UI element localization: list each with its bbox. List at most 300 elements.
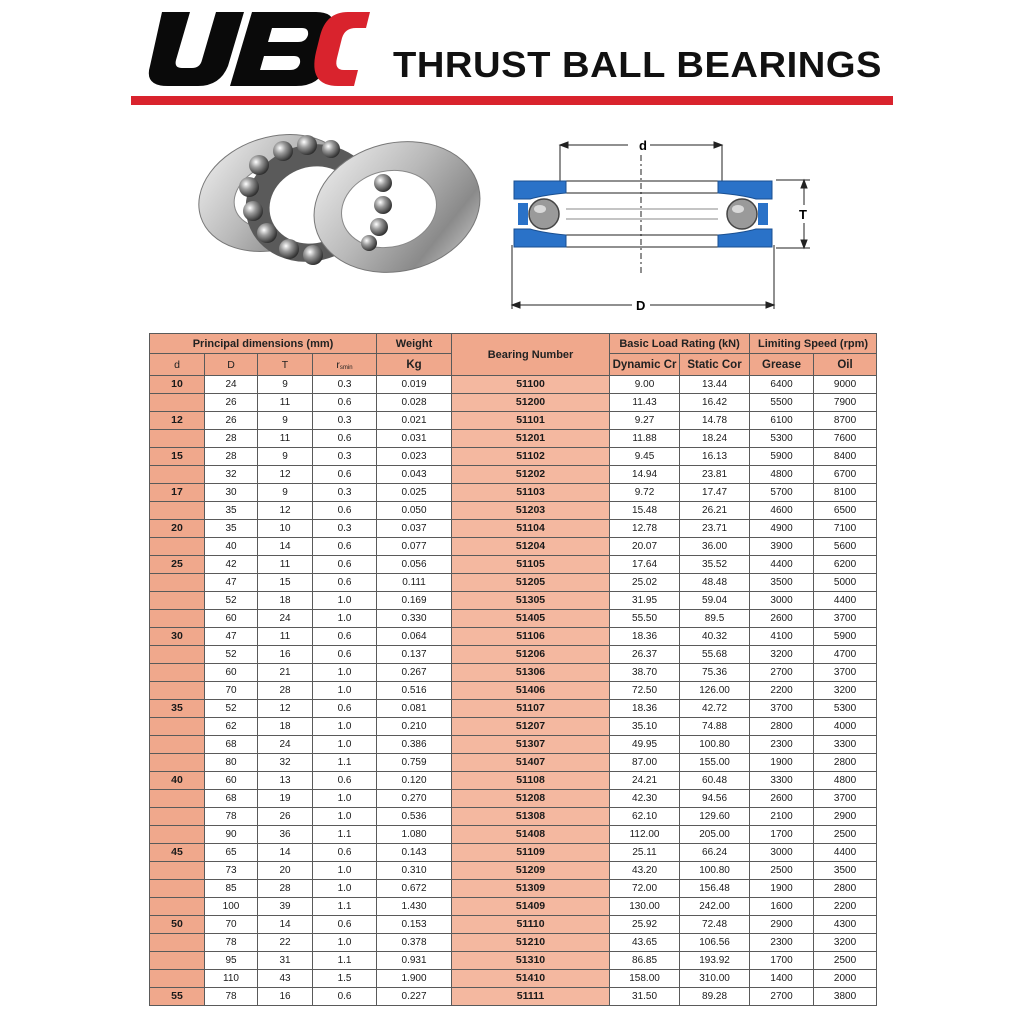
cell-weight: 0.267 — [377, 664, 452, 682]
cell-d — [150, 394, 205, 412]
cell-t: 19 — [258, 790, 313, 808]
cell-weight: 0.031 — [377, 430, 452, 448]
cell-dynamic-cr: 24.21 — [610, 772, 680, 790]
cell-r-smin: 1.0 — [313, 664, 377, 682]
cell-t: 20 — [258, 862, 313, 880]
dim-label-T: T — [799, 207, 807, 222]
table-row — [150, 592, 877, 610]
cell-static-cor: 89.28 — [680, 988, 750, 1006]
cell-d — [150, 718, 205, 736]
cell-dynamic-cr: 112.00 — [610, 826, 680, 844]
cell-weight: 0.043 — [377, 466, 452, 484]
table-row — [150, 934, 877, 952]
cell-oil-speed: 3700 — [814, 664, 877, 682]
cell-oil-speed: 8700 — [814, 412, 877, 430]
cell-grease-speed: 2700 — [750, 664, 814, 682]
cell-static-cor: 72.48 — [680, 916, 750, 934]
cell-outer-d: 73 — [205, 862, 258, 880]
header-static-cor: Static Cor — [680, 354, 750, 376]
cell-grease-speed: 2600 — [750, 610, 814, 628]
header-dynamic-cr: Dynamic Cr — [610, 354, 680, 376]
cell-t: 36 — [258, 826, 313, 844]
cell-d: 55 — [150, 988, 205, 1006]
cell-grease-speed: 2700 — [750, 988, 814, 1006]
cell-bearing-number: 51207 — [452, 718, 610, 736]
cell-d — [150, 736, 205, 754]
table-row — [150, 376, 877, 394]
cell-r-smin: 0.6 — [313, 988, 377, 1006]
cell-dynamic-cr: 12.78 — [610, 520, 680, 538]
cell-weight: 0.023 — [377, 448, 452, 466]
cell-t: 14 — [258, 844, 313, 862]
table-row — [150, 646, 877, 664]
cell-outer-d: 60 — [205, 664, 258, 682]
cell-grease-speed: 4800 — [750, 466, 814, 484]
cell-t: 22 — [258, 934, 313, 952]
cell-d — [150, 610, 205, 628]
dim-label-D: D — [636, 298, 646, 313]
cell-bearing-number: 51111 — [452, 988, 610, 1006]
cell-dynamic-cr: 130.00 — [610, 898, 680, 916]
cell-dynamic-cr: 31.95 — [610, 592, 680, 610]
header-principal-dimensions: Principal dimensions (mm) — [150, 334, 377, 354]
cell-dynamic-cr: 18.36 — [610, 700, 680, 718]
cell-static-cor: 17.47 — [680, 484, 750, 502]
cell-grease-speed: 4600 — [750, 502, 814, 520]
cell-d — [150, 790, 205, 808]
cell-bearing-number: 51106 — [452, 628, 610, 646]
cell-grease-speed: 4100 — [750, 628, 814, 646]
cell-dynamic-cr: 43.65 — [610, 934, 680, 952]
table-row — [150, 574, 877, 592]
cell-r-smin: 0.6 — [313, 430, 377, 448]
cell-r-smin: 1.0 — [313, 880, 377, 898]
cell-outer-d: 80 — [205, 754, 258, 772]
cell-outer-d: 62 — [205, 718, 258, 736]
cell-d: 25 — [150, 556, 205, 574]
cell-oil-speed: 2800 — [814, 880, 877, 898]
cell-grease-speed: 2600 — [750, 790, 814, 808]
cell-static-cor: 42.72 — [680, 700, 750, 718]
cell-r-smin: 1.0 — [313, 592, 377, 610]
cell-grease-speed: 1400 — [750, 970, 814, 988]
cell-r-smin: 0.6 — [313, 466, 377, 484]
cross-section-diagram — [500, 125, 830, 325]
cell-grease-speed: 3500 — [750, 574, 814, 592]
cell-static-cor: 155.00 — [680, 754, 750, 772]
header-r-subscript: smin — [339, 364, 353, 371]
cell-bearing-number: 51410 — [452, 970, 610, 988]
cell-bearing-number: 51105 — [452, 556, 610, 574]
cell-d — [150, 808, 205, 826]
cell-oil-speed: 8100 — [814, 484, 877, 502]
header-bearing-number: Bearing Number — [452, 334, 610, 376]
cell-weight: 0.169 — [377, 592, 452, 610]
cell-t: 10 — [258, 520, 313, 538]
cell-outer-d: 47 — [205, 574, 258, 592]
cell-r-smin: 0.6 — [313, 844, 377, 862]
cell-t: 31 — [258, 952, 313, 970]
table-row — [150, 952, 877, 970]
cell-static-cor: 75.36 — [680, 664, 750, 682]
cell-bearing-number: 51108 — [452, 772, 610, 790]
table-row — [150, 502, 877, 520]
cell-weight: 0.310 — [377, 862, 452, 880]
cell-bearing-number: 51309 — [452, 880, 610, 898]
cell-outer-d: 47 — [205, 628, 258, 646]
table-row — [150, 790, 877, 808]
cell-outer-d: 78 — [205, 988, 258, 1006]
cell-grease-speed: 1700 — [750, 952, 814, 970]
cell-dynamic-cr: 35.10 — [610, 718, 680, 736]
cell-t: 21 — [258, 664, 313, 682]
cell-weight: 0.077 — [377, 538, 452, 556]
cell-t: 18 — [258, 718, 313, 736]
cell-d — [150, 682, 205, 700]
cell-dynamic-cr: 9.45 — [610, 448, 680, 466]
cell-grease-speed: 1900 — [750, 754, 814, 772]
cell-r-smin: 1.0 — [313, 682, 377, 700]
table-row — [150, 988, 877, 1006]
cell-r-smin: 1.1 — [313, 952, 377, 970]
cell-bearing-number: 51202 — [452, 466, 610, 484]
cell-bearing-number: 51204 — [452, 538, 610, 556]
cell-d — [150, 898, 205, 916]
cell-r-smin: 1.0 — [313, 736, 377, 754]
cell-dynamic-cr: 25.02 — [610, 574, 680, 592]
table-row — [150, 664, 877, 682]
cell-bearing-number: 51407 — [452, 754, 610, 772]
cell-grease-speed: 5500 — [750, 394, 814, 412]
header-weight: Weight — [377, 334, 452, 354]
cell-outer-d: 78 — [205, 934, 258, 952]
page-title: THRUST BALL BEARINGS — [393, 44, 883, 85]
dim-label-d: d — [639, 138, 647, 153]
cell-static-cor: 126.00 — [680, 682, 750, 700]
cell-static-cor: 100.80 — [680, 736, 750, 754]
cell-weight: 0.516 — [377, 682, 452, 700]
table-row — [150, 430, 877, 448]
cell-dynamic-cr: 25.11 — [610, 844, 680, 862]
cell-weight: 0.378 — [377, 934, 452, 952]
header-d: d — [150, 354, 205, 376]
cell-t: 12 — [258, 502, 313, 520]
cell-t: 15 — [258, 574, 313, 592]
cell-outer-d: 90 — [205, 826, 258, 844]
cell-static-cor: 18.24 — [680, 430, 750, 448]
table-row — [150, 736, 877, 754]
table-row — [150, 808, 877, 826]
cell-r-smin: 0.6 — [313, 502, 377, 520]
table-row — [150, 484, 877, 502]
cell-dynamic-cr: 43.20 — [610, 862, 680, 880]
cell-oil-speed: 5300 — [814, 700, 877, 718]
cell-bearing-number: 51206 — [452, 646, 610, 664]
cell-t: 9 — [258, 376, 313, 394]
table-row — [150, 394, 877, 412]
cell-dynamic-cr: 49.95 — [610, 736, 680, 754]
cell-d — [150, 646, 205, 664]
cell-d: 12 — [150, 412, 205, 430]
cell-dynamic-cr: 26.37 — [610, 646, 680, 664]
cell-static-cor: 94.56 — [680, 790, 750, 808]
cell-grease-speed: 4400 — [750, 556, 814, 574]
cell-outer-d: 85 — [205, 880, 258, 898]
cell-weight: 0.056 — [377, 556, 452, 574]
cell-d: 30 — [150, 628, 205, 646]
cell-weight: 0.143 — [377, 844, 452, 862]
cell-oil-speed: 3200 — [814, 682, 877, 700]
cell-grease-speed: 3300 — [750, 772, 814, 790]
cell-outer-d: 35 — [205, 520, 258, 538]
table-row — [150, 448, 877, 466]
cell-weight: 0.536 — [377, 808, 452, 826]
cell-dynamic-cr: 87.00 — [610, 754, 680, 772]
cell-weight: 0.137 — [377, 646, 452, 664]
cell-static-cor: 89.5 — [680, 610, 750, 628]
table-row — [150, 880, 877, 898]
cell-outer-d: 28 — [205, 430, 258, 448]
cell-d — [150, 952, 205, 970]
cell-dynamic-cr: 14.94 — [610, 466, 680, 484]
cell-oil-speed: 7900 — [814, 394, 877, 412]
cell-bearing-number: 51306 — [452, 664, 610, 682]
cell-r-smin: 0.6 — [313, 538, 377, 556]
cell-static-cor: 26.21 — [680, 502, 750, 520]
cell-weight: 0.019 — [377, 376, 452, 394]
cell-outer-d: 68 — [205, 790, 258, 808]
cell-r-smin: 1.0 — [313, 808, 377, 826]
cell-dynamic-cr: 9.00 — [610, 376, 680, 394]
cell-outer-d: 30 — [205, 484, 258, 502]
cell-oil-speed: 4700 — [814, 646, 877, 664]
header-r-smin — [313, 354, 377, 376]
cell-d: 50 — [150, 916, 205, 934]
table-row — [150, 916, 877, 934]
cell-r-smin: 0.6 — [313, 646, 377, 664]
cell-outer-d: 40 — [205, 538, 258, 556]
cell-r-smin: 0.6 — [313, 574, 377, 592]
cell-oil-speed: 4400 — [814, 844, 877, 862]
cell-r-smin: 0.3 — [313, 484, 377, 502]
table-row — [150, 844, 877, 862]
cell-oil-speed: 2500 — [814, 826, 877, 844]
cell-d: 35 — [150, 700, 205, 718]
cell-bearing-number: 51208 — [452, 790, 610, 808]
cell-t: 14 — [258, 538, 313, 556]
cell-weight: 0.025 — [377, 484, 452, 502]
cell-bearing-number: 51307 — [452, 736, 610, 754]
cell-bearing-number: 51200 — [452, 394, 610, 412]
spec-table — [149, 333, 877, 1006]
table-row — [150, 628, 877, 646]
cell-dynamic-cr: 42.30 — [610, 790, 680, 808]
cell-weight: 0.111 — [377, 574, 452, 592]
cell-t: 28 — [258, 880, 313, 898]
cell-static-cor: 36.00 — [680, 538, 750, 556]
cell-static-cor: 205.00 — [680, 826, 750, 844]
cell-weight: 1.080 — [377, 826, 452, 844]
cell-r-smin: 0.6 — [313, 394, 377, 412]
cell-outer-d: 52 — [205, 646, 258, 664]
cell-t: 24 — [258, 736, 313, 754]
table-row — [150, 772, 877, 790]
table-row — [150, 466, 877, 484]
cell-r-smin: 0.3 — [313, 448, 377, 466]
cell-d — [150, 466, 205, 484]
cell-dynamic-cr: 11.43 — [610, 394, 680, 412]
cell-t: 9 — [258, 484, 313, 502]
cell-weight: 0.270 — [377, 790, 452, 808]
cell-dynamic-cr: 86.85 — [610, 952, 680, 970]
cell-grease-speed: 2200 — [750, 682, 814, 700]
cell-weight: 0.021 — [377, 412, 452, 430]
cell-grease-speed: 6100 — [750, 412, 814, 430]
cell-r-smin: 0.6 — [313, 700, 377, 718]
cell-t: 13 — [258, 772, 313, 790]
cell-weight: 0.931 — [377, 952, 452, 970]
cell-d — [150, 430, 205, 448]
cell-grease-speed: 5700 — [750, 484, 814, 502]
cell-oil-speed: 3700 — [814, 790, 877, 808]
cell-bearing-number: 51201 — [452, 430, 610, 448]
cell-static-cor: 13.44 — [680, 376, 750, 394]
cell-grease-speed: 2900 — [750, 916, 814, 934]
cell-t: 39 — [258, 898, 313, 916]
cell-oil-speed: 7600 — [814, 430, 877, 448]
cell-static-cor: 40.32 — [680, 628, 750, 646]
header-divider — [131, 96, 893, 105]
cell-weight: 0.037 — [377, 520, 452, 538]
cell-t: 26 — [258, 808, 313, 826]
ubc-logo — [148, 8, 370, 90]
cell-r-smin: 0.3 — [313, 520, 377, 538]
cell-outer-d: 78 — [205, 808, 258, 826]
cell-static-cor: 106.56 — [680, 934, 750, 952]
cell-outer-d: 32 — [205, 466, 258, 484]
cell-weight: 0.050 — [377, 502, 452, 520]
header-r-label: r — [336, 358, 340, 371]
cell-grease-speed: 5300 — [750, 430, 814, 448]
cell-d: 17 — [150, 484, 205, 502]
cell-r-smin: 0.6 — [313, 916, 377, 934]
cell-d — [150, 592, 205, 610]
cell-grease-speed: 3000 — [750, 592, 814, 610]
cell-weight: 0.028 — [377, 394, 452, 412]
cell-static-cor: 60.48 — [680, 772, 750, 790]
header-T: T — [258, 354, 313, 376]
cell-d — [150, 970, 205, 988]
cell-grease-speed: 2300 — [750, 736, 814, 754]
table-row — [150, 898, 877, 916]
cell-weight: 0.227 — [377, 988, 452, 1006]
cell-weight: 0.759 — [377, 754, 452, 772]
cell-t: 9 — [258, 448, 313, 466]
cell-dynamic-cr: 72.00 — [610, 880, 680, 898]
cell-r-smin: 1.0 — [313, 862, 377, 880]
cell-grease-speed: 2300 — [750, 934, 814, 952]
cell-static-cor: 23.71 — [680, 520, 750, 538]
cell-r-smin: 0.6 — [313, 772, 377, 790]
cell-t: 11 — [258, 430, 313, 448]
cell-oil-speed: 6700 — [814, 466, 877, 484]
table-row — [150, 412, 877, 430]
cell-dynamic-cr: 17.64 — [610, 556, 680, 574]
cell-static-cor: 66.24 — [680, 844, 750, 862]
cell-r-smin: 1.0 — [313, 934, 377, 952]
cell-oil-speed: 3500 — [814, 862, 877, 880]
header-oil: Oil — [814, 354, 877, 376]
cell-static-cor: 310.00 — [680, 970, 750, 988]
cell-r-smin: 1.1 — [313, 754, 377, 772]
cell-t: 14 — [258, 916, 313, 934]
cell-bearing-number: 51406 — [452, 682, 610, 700]
cell-weight: 0.120 — [377, 772, 452, 790]
cell-t: 12 — [258, 466, 313, 484]
cell-t: 43 — [258, 970, 313, 988]
cell-t: 11 — [258, 394, 313, 412]
cell-oil-speed: 5000 — [814, 574, 877, 592]
cell-weight: 0.330 — [377, 610, 452, 628]
cell-oil-speed: 6200 — [814, 556, 877, 574]
cell-oil-speed: 2900 — [814, 808, 877, 826]
cell-t: 28 — [258, 682, 313, 700]
cell-weight: 0.153 — [377, 916, 452, 934]
cell-r-smin: 1.1 — [313, 826, 377, 844]
cell-static-cor: 242.00 — [680, 898, 750, 916]
cell-oil-speed: 2800 — [814, 754, 877, 772]
cell-dynamic-cr: 55.50 — [610, 610, 680, 628]
cell-dynamic-cr: 20.07 — [610, 538, 680, 556]
cell-weight: 0.210 — [377, 718, 452, 736]
cell-bearing-number: 51110 — [452, 916, 610, 934]
cell-static-cor: 16.42 — [680, 394, 750, 412]
cell-d: 45 — [150, 844, 205, 862]
cell-t: 12 — [258, 700, 313, 718]
cell-oil-speed: 3300 — [814, 736, 877, 754]
table-row — [150, 718, 877, 736]
cell-bearing-number: 51109 — [452, 844, 610, 862]
cell-r-smin: 1.5 — [313, 970, 377, 988]
cell-grease-speed: 1600 — [750, 898, 814, 916]
cell-grease-speed: 2100 — [750, 808, 814, 826]
bearing-photo — [183, 125, 483, 275]
cell-dynamic-cr: 11.88 — [610, 430, 680, 448]
cell-bearing-number: 51107 — [452, 700, 610, 718]
cell-r-smin: 0.3 — [313, 412, 377, 430]
cell-dynamic-cr: 9.27 — [610, 412, 680, 430]
cell-d — [150, 754, 205, 772]
cell-dynamic-cr: 31.50 — [610, 988, 680, 1006]
cell-outer-d: 65 — [205, 844, 258, 862]
cell-outer-d: 42 — [205, 556, 258, 574]
cell-oil-speed: 2000 — [814, 970, 877, 988]
cell-grease-speed: 1700 — [750, 826, 814, 844]
cell-weight: 1.900 — [377, 970, 452, 988]
cell-weight: 0.386 — [377, 736, 452, 754]
cell-bearing-number: 51100 — [452, 376, 610, 394]
cell-t: 24 — [258, 610, 313, 628]
header-grease: Grease — [750, 354, 814, 376]
cell-oil-speed: 6500 — [814, 502, 877, 520]
cell-outer-d: 100 — [205, 898, 258, 916]
cell-bearing-number: 51210 — [452, 934, 610, 952]
cell-dynamic-cr: 9.72 — [610, 484, 680, 502]
cell-grease-speed: 3000 — [750, 844, 814, 862]
cell-outer-d: 95 — [205, 952, 258, 970]
cell-dynamic-cr: 38.70 — [610, 664, 680, 682]
cell-r-smin: 0.6 — [313, 628, 377, 646]
